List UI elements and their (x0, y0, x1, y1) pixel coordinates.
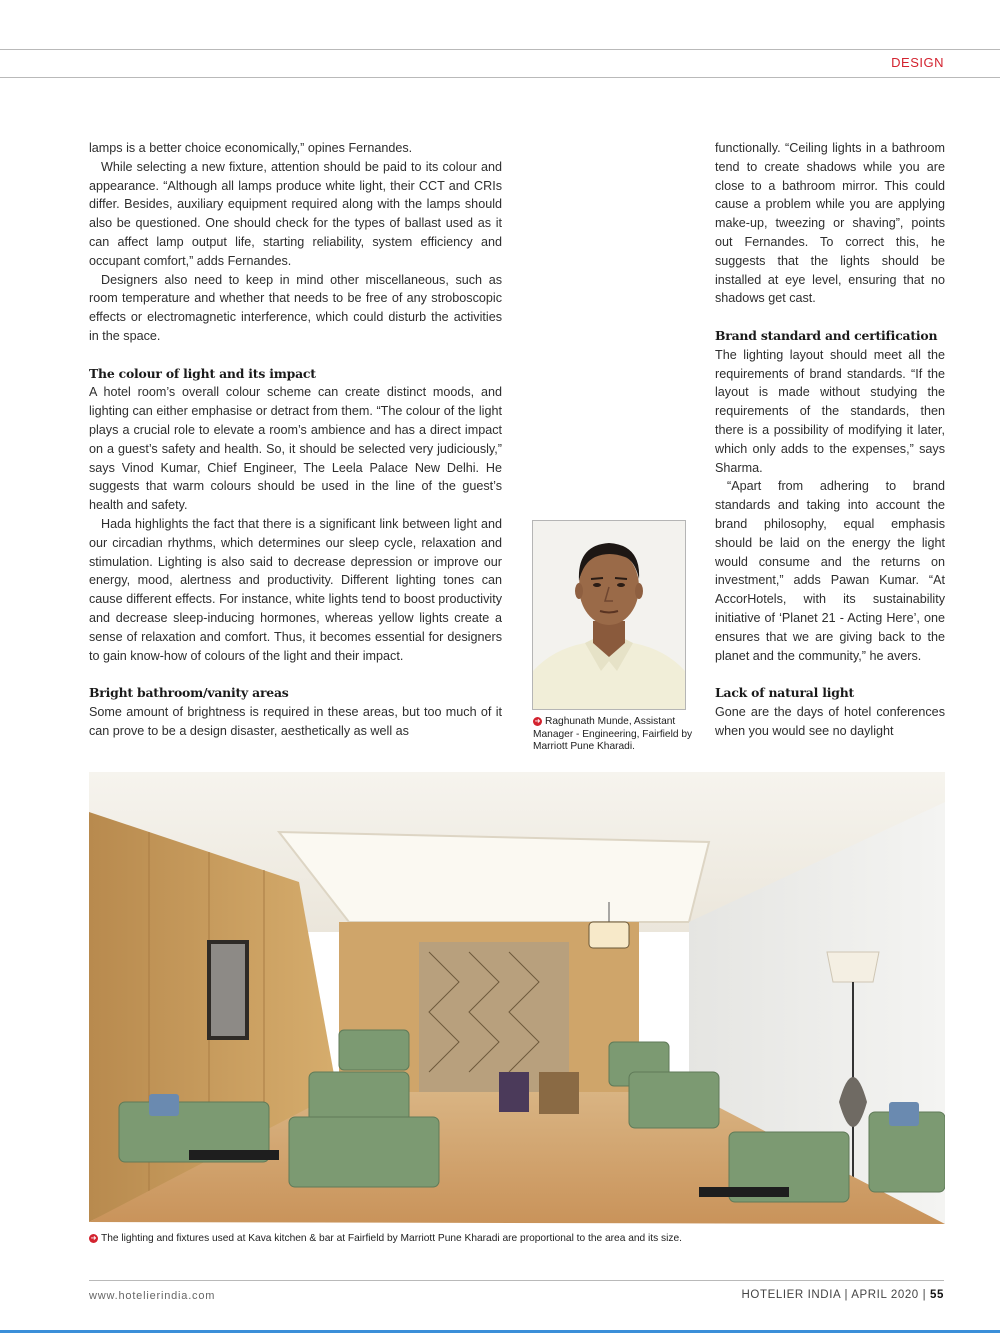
issue-date: APRIL 2020 (851, 1289, 919, 1301)
paragraph: “Apart from adhering to brand standards and taking into account the brand philosophy, equal emphasis should be laid on the energy the light would consume and the returns on investment,” adds Pawan Kumar. “At AccorHotels, with its sustainability initiative of ‘Planet 21 - Acting Here’, one ensures that we are giving back to the planet and the community,” he avers. (715, 479, 945, 663)
paragraph: lamps is a better choice economically,” opines Fernandes. (89, 141, 413, 155)
lounge-photo (89, 772, 945, 1224)
paragraph: Some amount of brightness is required in these areas, but too much of it can prove to be a design disaster, aesthetically as well as (89, 704, 502, 738)
footer-issue-info (742, 1289, 945, 1301)
paragraph: While selecting a new fixture, attention should be paid to its colour and appearance. “Although all lamps produce white light, their CCT and CRIs differ. Besides, auxiliary equipment required along with the lamps should also be questioned. One should check for the types of ballast used as it can affect lamp output life, starting reliability, system efficiency and occupant comfort,” adds Fernandes. (89, 159, 502, 268)
paragraph: Gone are the days of hotel conferences when you would see no daylight (715, 704, 945, 738)
magazine-name: HOTELIER INDIA (741, 1289, 841, 1301)
section-label: DESIGN (891, 55, 944, 70)
page-number: 55 (930, 1289, 944, 1301)
arrow-bullet-icon: ➜ (90, 1233, 97, 1242)
portrait-illustration (533, 521, 685, 709)
paragraph: functionally. “Ceiling lights in a bathroom tend to create shadows while you are close to a bathroom mirror. This could cause a problem while you are applying make-up, tweezing or shaving”, points out Fernandes. To correct this, he suggests that the lights should be installed at eye level, ensuring that no shadows get cast. (715, 141, 945, 306)
paragraph: A hotel room’s overall colour scheme can create distinct moods, and lighting can either emphasise or detract from them. “The colour of the light plays a crucial role to elevate a room’s ambience and has a direct impact on a guest’s safety and health. So, it should be selected very judiciously,” says Vinod Kumar, Chief Engineer, The Leela Palace New Delhi. He suggests that warm colours should be used in the line of the guest’s health and safety. (89, 385, 502, 513)
article-right-column (715, 139, 945, 741)
paragraph: Hada highlights the fact that there is a significant link between light and our circadian rhythms, which determines our sleep cycle, relaxation and stimulation. Lighting is also said to decrease depression or improve our energy, mood, alertness and productivity. Different lighting tones can cause different effects. For instance, white lights tend to boost productivity and decrease sleep-inducing hormones, whereas yellow lights create a sense of relaxation and comfort. Thus, it becomes essential for designers to gain know-how of colours of the light and their impact. (89, 516, 502, 663)
photo-caption (89, 1233, 949, 1246)
portrait-photo (532, 520, 686, 710)
paragraph: Designers also need to keep in mind other miscellaneous, such as room temperature and whether that needs to be free of any stroboscopic effects or electromagnetic interference, which could disturb the activities in the space. (89, 272, 502, 343)
footer-separator: | (844, 1289, 849, 1301)
footer-rule (89, 1280, 944, 1281)
subheading: The colour of light and its impact (89, 365, 316, 381)
top-rule (0, 49, 1000, 50)
arrow-bullet-icon: ➜ (534, 716, 541, 725)
portrait-caption-text: Raghunath Munde, Assistant Manager - Engineering, Fairfield by Marriott Pune Kharadi. (533, 716, 693, 752)
subheading: Brand standard and certification (715, 327, 938, 343)
portrait-caption (533, 716, 693, 754)
subheading: Lack of natural light (715, 685, 855, 701)
subheading: Bright bathroom/vanity areas (89, 685, 289, 701)
footer-separator: | (922, 1289, 927, 1301)
lounge-illustration (89, 772, 945, 1224)
footer-website: www.hotelierindia.com (89, 1290, 216, 1302)
header-rule (0, 77, 1000, 78)
photo-caption-text: The lighting and fixtures used at Kava kitchen & bar at Fairfield by Marriott Pune Kharadi are proportional to the area and its size. (101, 1233, 683, 1244)
paragraph: The lighting layout should meet all the requirements of brand standards. “If the layout is made without studying the requirements of the standards, then there is a possibility of modifying it later, which only adds to the expenses,” says Sharma. (715, 347, 945, 475)
article-left-column (89, 139, 502, 741)
